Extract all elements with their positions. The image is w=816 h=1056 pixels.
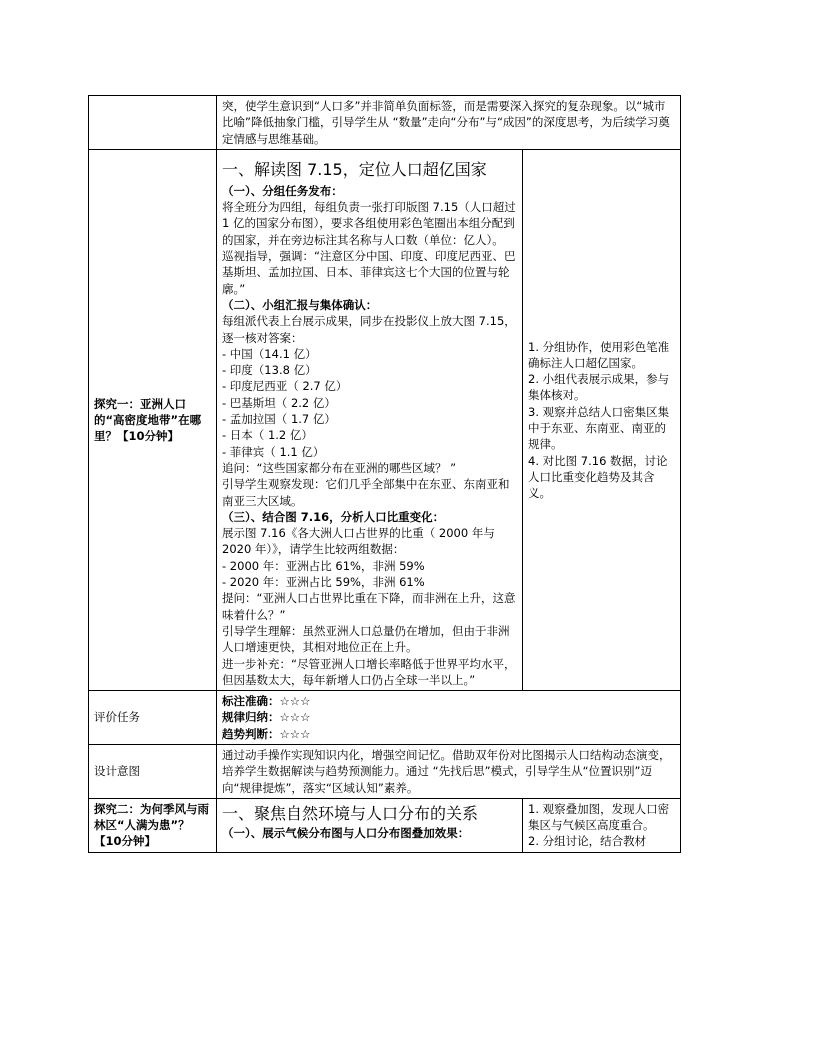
table-row: [89, 149, 681, 690]
explore2-sub: （一）、展示气候分布图与人口分布图叠加效果：: [222, 825, 470, 840]
star-icon: ☆☆☆: [279, 710, 311, 725]
row0-text: 突，使学生意识到“人口多”并非简单负面标签，而是需要深入探究的复杂现象。以“城市比喻”降低抽象门槛，引导学生从 “数量”走向“分布”与“成因”的深度思考，为后续学习奠定情感与思维基础。: [217, 96, 681, 150]
explore1-activity-list: [528, 339, 675, 502]
content-line: - 中国（14.1 亿）: [222, 346, 317, 361]
lesson-plan-table: [88, 95, 681, 853]
content-line: - 2000 年：亚洲占比 61%，非洲 59%: [222, 558, 425, 573]
evaluation-content: [217, 691, 681, 745]
content-line: 将全班分为四组，每组负责一张打印版图 7.15（人口超过 1 亿的国家分布图），要求各组使用彩色笔圈出本组分配到的国家，并在旁边标注其名称与人口数（单位：亿人）。: [222, 200, 516, 247]
rating-item: [222, 709, 675, 725]
activity-item: 2. 分组讨论，结合教材: [528, 834, 647, 849]
activity-item: 2. 小组代表展示成果，参与集体核对。: [528, 372, 670, 403]
table-row: [89, 96, 681, 150]
explore1-label: 探究一：亚洲人口的“高密度地带”在哪里？【10分钟】: [89, 149, 217, 690]
content-line: 巡视指导，强调：“注意区分中国、印度、印度尼西亚、巴基斯坦、孟加拉国、日本、菲律宾这七个大国的位置与轮廓。”: [222, 249, 516, 296]
explore1-lines: [222, 183, 517, 688]
content-line: - 巴基斯坦（ 2.2 亿）: [222, 395, 336, 410]
evaluation-label: 评价任务: [89, 691, 217, 745]
content-line: - 日本（ 1.2 亿）: [222, 428, 313, 443]
rating-item: [222, 726, 675, 742]
content-line: - 2020 年：亚洲占比 59%，非洲 61%: [222, 575, 425, 590]
activity-item: 1. 分组协作，使用彩色笔准确标注人口超亿国家。: [528, 339, 670, 370]
table-row: [89, 691, 681, 745]
explore2-content: [217, 798, 523, 852]
section-heading: （三）、结合图 7.16，分析人口比重变化：: [222, 509, 445, 524]
rating-name: 标注准确：: [222, 694, 280, 709]
explore2-title: 一、聚焦自然环境与人口分布的关系: [222, 803, 479, 823]
activity-item: 4. 对比图 7.16 数据，讨论人口比重变化趋势及其含义。: [528, 453, 668, 501]
explore2-label: 探究二：为何季风与雨林区“人满为患”？【10分钟】: [89, 798, 217, 852]
explore1-title: 一、解读图 7.15，定位人口超亿国家: [222, 159, 487, 179]
content-line: 引导学生观察发现：它们几乎全部集中在东亚、东南亚和南亚三大区域。: [222, 477, 510, 508]
explore1-activities: [523, 149, 681, 690]
content-line: 提问：“亚洲人口占世界比重在下降，而非洲在上升，这意味着什么？”: [222, 591, 516, 622]
content-line: 每组派代表上台展示成果，同步在投影仪上放大图 7.15，逐一核对答案：: [222, 314, 516, 345]
explore1-content: [217, 149, 523, 690]
content-line: - 印度（13.8 亿）: [222, 363, 317, 378]
content-line: - 孟加拉国（ 1.7 亿）: [222, 412, 336, 427]
activity-item: 1. 观察叠加图，发现人口密集区与气候区高度重合。: [528, 801, 670, 833]
star-icon: ☆☆☆: [279, 726, 311, 741]
rating-item: [222, 693, 675, 709]
table-row: [89, 744, 681, 798]
content-line: - 印度尼西亚（ 2.7 亿）: [222, 379, 348, 394]
content-line: 展示图 7.16《各大洲人口占世界的比重（ 2000 年与 2020 年）》，请学生比较两组数据：: [222, 526, 495, 557]
content-line: 引导学生理解：虽然亚洲人口总量仍在增加，但由于非洲人口增速更快，其相对地位正在上升。: [222, 623, 510, 655]
explore2-activity-list: [528, 801, 675, 850]
table-row: [89, 798, 681, 852]
evaluation-items: [222, 693, 675, 742]
content-line: 追问：“这些国家都分布在亚洲的哪些区域？ ”: [222, 460, 457, 475]
section-heading: （一）、分组任务发布：: [222, 183, 343, 198]
content-line: 进一步补充：“尽管亚洲人口增长率略低于世界平均水平，但因基数太大，每年新增人口仍占全球一半以上。”: [222, 656, 516, 687]
design-text: 通过动手操作实现知识内化，增强空间记忆。借助双年份对比图揭示人口结构动态演变，培养学生数据解读与趋势预测能力。通过 “先找后思”模式，引导学生从“位置识别”迈向“规律提炼”，落实“区域认知”素养。: [217, 744, 681, 798]
design-label: 设计意图: [89, 744, 217, 798]
content-line: - 菲律宾（ 1.1 亿）: [222, 444, 325, 459]
rating-name: 趋势判断：: [222, 726, 280, 741]
explore2-activities: [523, 798, 681, 852]
star-icon: ☆☆☆: [279, 694, 311, 709]
row0-left-cell: [89, 96, 217, 150]
rating-name: 规律归纳：: [222, 710, 280, 725]
section-heading: （二）、小组汇报与集体确认：: [222, 297, 378, 312]
activity-item: 3. 观察并总结人口密集区集中于东亚、东南亚、南亚的规律。: [528, 404, 670, 452]
